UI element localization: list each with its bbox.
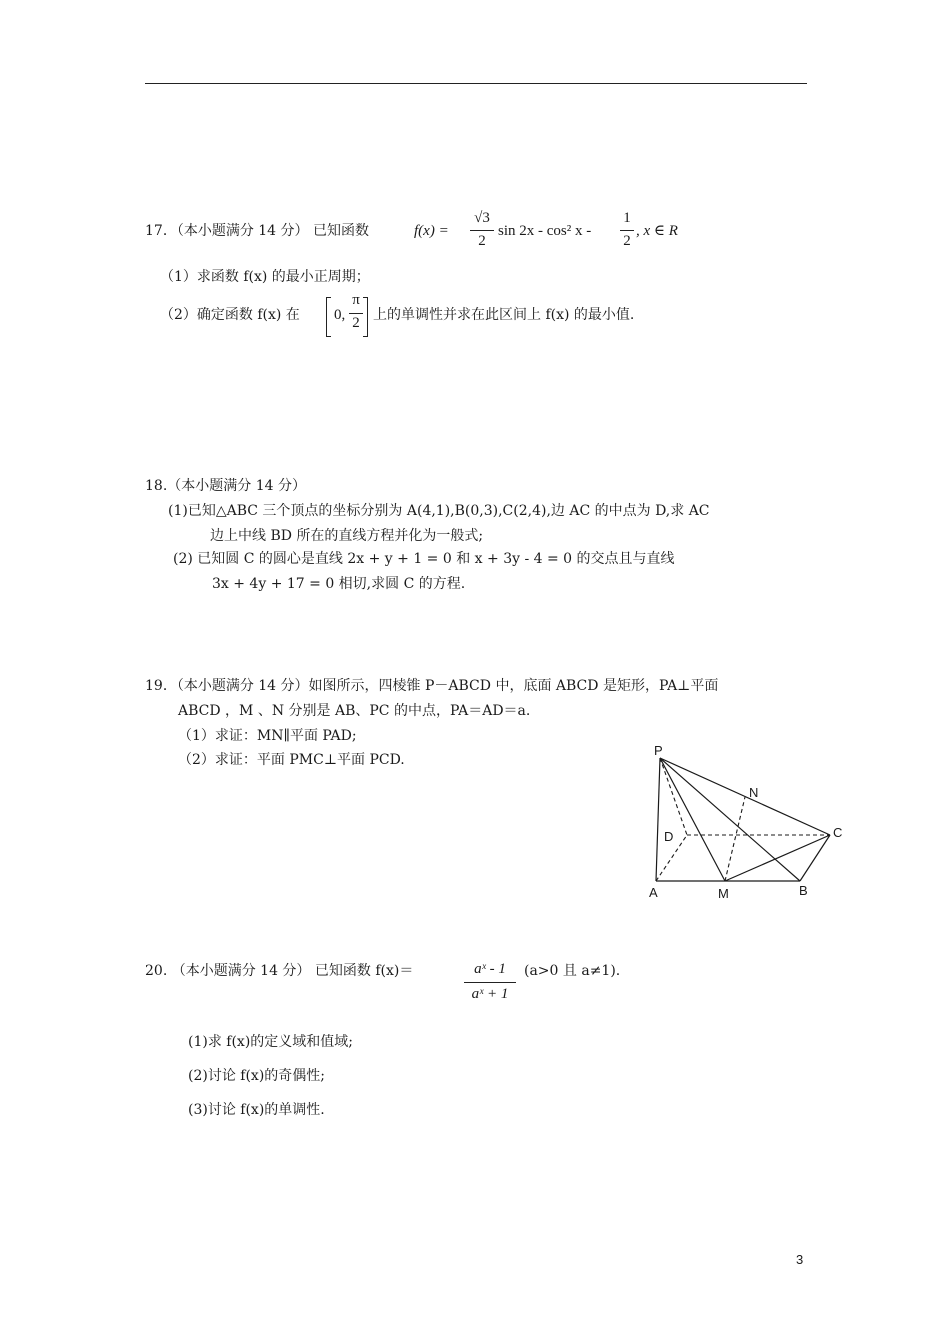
q17-frac3-den: 2 bbox=[352, 315, 360, 331]
q20-part2: (2)讨论 f(x)的奇偶性; bbox=[188, 1068, 325, 1084]
q17-frac1-num: √3 bbox=[474, 210, 490, 226]
q18-part2-line2: 3x + 4y + 17 = 0 相切,求圆 C 的方程. bbox=[212, 576, 466, 592]
q17-interval-left: 0, bbox=[334, 307, 346, 323]
q17-formula-tail: , x ∈ R bbox=[636, 223, 678, 239]
q18-part1-line1: (1)已知△ABC 三个顶点的坐标分别为 A(4,1),B(0,3),C(2,4),边 AC 的中点为 D,求 AC bbox=[168, 503, 710, 519]
q17-part1: （1）求函数 f(x) 的最小正周期； bbox=[160, 269, 370, 285]
q17-header: 17．（本小题满分 14 分） 已知函数 bbox=[145, 223, 369, 239]
header-rule bbox=[145, 83, 807, 84]
label-A: A bbox=[649, 885, 658, 900]
q20-denominator: aˣ + 1 bbox=[471, 986, 509, 1002]
q17-pi: π bbox=[352, 292, 360, 308]
q17-bracket-right bbox=[363, 297, 368, 337]
q18-part2-line1: (2) 已知圆 C 的圆心是直线 2x + y + 1 = 0 和 x + 3y - 4 = 0 的交点且与直线 bbox=[173, 551, 675, 567]
q17-frac2-line bbox=[620, 230, 634, 231]
q19-part1: （1）求证：MN∥平面 PAD; bbox=[178, 728, 357, 744]
q20-part3: (3)讨论 f(x)的单调性. bbox=[188, 1102, 325, 1118]
q17-frac1-line bbox=[470, 230, 494, 231]
label-P: P bbox=[654, 743, 663, 758]
edge-MN bbox=[725, 797, 745, 881]
q17-part2-post: 上的单调性并求在此区间上 f(x) 的最小值. bbox=[373, 307, 635, 323]
q20-part1: (1)求 f(x)的定义域和值域; bbox=[188, 1034, 353, 1050]
page-number: 3 bbox=[796, 1252, 804, 1267]
q17-bracket-left bbox=[326, 297, 331, 337]
edge-MC bbox=[725, 835, 830, 881]
q19-part2: （2）求证：平面 PMC⊥平面 PCD. bbox=[178, 752, 405, 768]
pyramid-figure bbox=[640, 740, 860, 910]
label-D: D bbox=[664, 829, 674, 844]
q17-frac3-line bbox=[349, 313, 363, 314]
label-N: N bbox=[749, 785, 759, 800]
q20-fracline bbox=[464, 982, 516, 983]
q17-part2-pre: （2）确定函数 f(x) 在 bbox=[160, 307, 300, 323]
edge-PM bbox=[660, 758, 725, 881]
q17-frac1-den: 2 bbox=[478, 233, 486, 249]
q19-line2: ABCD ，M 、N 分别是 AB、PC 的中点，PA＝AD＝a. bbox=[178, 703, 531, 719]
q17-frac2-num: 1 bbox=[623, 210, 631, 226]
q20-condition: (a>0 且 a≠1). bbox=[524, 963, 621, 979]
q19-line1: 19．（本小题满分 14 分）如图所示，四棱锥 P－ABCD 中，底面 ABCD 是矩形，PA⊥平面 bbox=[145, 678, 719, 694]
q18-part1-line2: 边上中线 BD 所在的直线方程并化为一般式; bbox=[210, 528, 484, 544]
q18-header: 18.（本小题满分 14 分） bbox=[145, 478, 306, 494]
q20-numerator: aˣ - 1 bbox=[474, 961, 506, 977]
edge-PC bbox=[660, 758, 830, 835]
edge-PA bbox=[656, 758, 660, 881]
label-M: M bbox=[718, 886, 729, 901]
q17-formula-lhs: f(x) = bbox=[414, 223, 449, 239]
q20-header: 20. （本小题满分 14 分） 已知函数 f(x)＝ bbox=[145, 963, 414, 979]
label-B: B bbox=[799, 883, 808, 898]
label-C: C bbox=[833, 825, 843, 840]
q17-frac2-den: 2 bbox=[623, 233, 631, 249]
q17-formula-mid: sin 2x - cos² x - bbox=[498, 223, 592, 239]
